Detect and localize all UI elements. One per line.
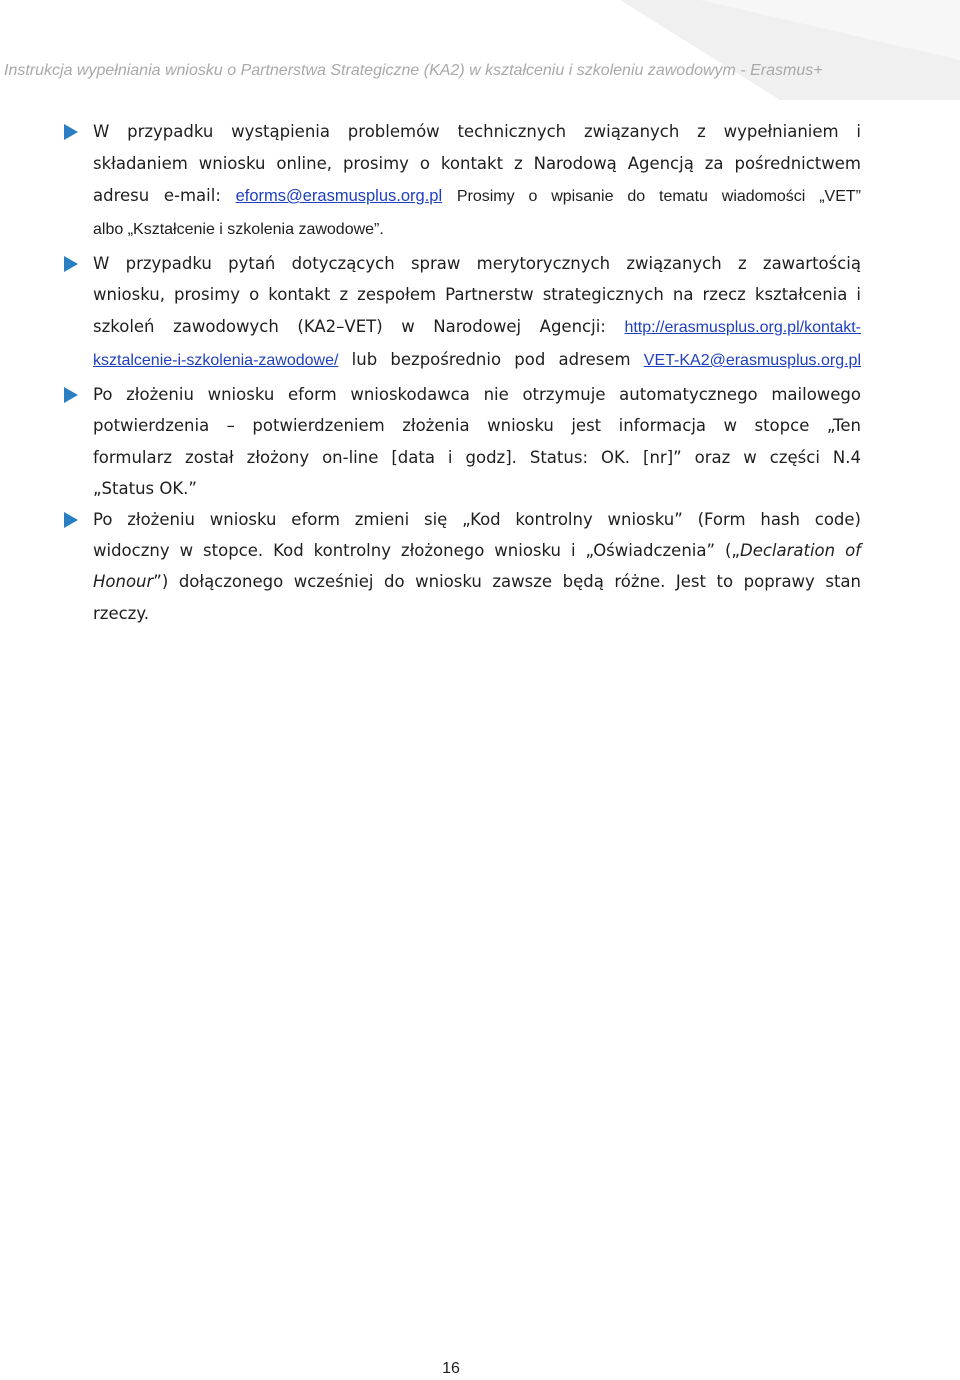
triangle-right-icon (64, 124, 78, 140)
page-header: Instrukcja wypełniania wniosku o Partnerstwa Strategiczne (KA2) w kształceniu i szkoleniu zawodowym - Erasmus+ (4, 62, 823, 79)
vet-email-link[interactable]: VET-KA2@erasmusplus.org.pl (643, 352, 861, 369)
paragraph-line: W przypadku wystąpienia problemów technicznych związanych z wypełnianiem i (93, 122, 861, 141)
declaration-term-end: Honour (93, 572, 154, 591)
subject-instruction: Prosimy o wpisanie do tematu wiadomości „VET” (456, 188, 861, 205)
contact-link-continuation[interactable]: ksztalcenie-i-szkolenia-zawodowe/ (93, 352, 339, 369)
paragraph-line: W przypadku pytań dotyczących spraw merytorycznych związanych z zawartością (93, 254, 861, 273)
contact-link[interactable]: http://erasmusplus.org.pl/kontakt- (624, 319, 861, 336)
paragraph-line: albo „Kształcenie i szkolenia zawodowe”. (93, 221, 384, 238)
triangle-right-icon (64, 256, 78, 272)
email-link[interactable]: eforms@erasmusplus.org.pl (235, 187, 443, 205)
declaration-term: Declaration of (739, 541, 861, 560)
paragraph-line (93, 535, 861, 566)
footer-code-text: widoczny w stopce. Kod kontrolny złożonego wniosku i „Oświadczenia” („ (93, 541, 740, 560)
email-label: adresu e-mail: (93, 186, 221, 205)
paragraph-line: „Status OK.” (93, 479, 197, 498)
paragraph-line: wniosku, prosimy o kontakt z zespołem Partnerstw strategicznych na rzecz kształcenia i (93, 285, 861, 304)
difference-note: ”) dołączonego wcześniej do wniosku zawsze będą różne. Jest to poprawy stan (153, 572, 861, 591)
triangle-right-icon (64, 387, 78, 403)
paragraph-line (93, 566, 861, 597)
paragraph-line (93, 180, 861, 211)
paragraph-line: Po złożeniu wniosku eform wnioskodawca nie otrzymuje automatycznego mailowego (93, 385, 861, 404)
header-decoration (0, 0, 960, 100)
triangle-right-icon (64, 512, 78, 528)
direct-contact-label: lub bezpośrednio pod adresem (351, 350, 631, 369)
page-number: 16 (442, 1360, 460, 1377)
paragraph-line: formularz został złożony on-line [data i godz]. Status: OK. [nr]” oraz w części N.4 (93, 448, 861, 467)
paragraph-line: Po złożeniu wniosku eform zmieni się „Kod kontrolny wniosku” (Form hash code) (93, 510, 861, 529)
paragraph-line: składaniem wniosku online, prosimy o kontakt z Narodową Agencją za pośrednictwem (93, 154, 861, 173)
paragraph-line (93, 311, 861, 342)
agency-label: szkoleń zawodowych (KA2–VET) w Narodowej Agencji: (93, 317, 606, 336)
paragraph-line: rzeczy. (93, 604, 149, 623)
paragraph-line (93, 344, 861, 375)
paragraph-line: potwierdzenia – potwierdzeniem złożenia wniosku jest informacja w stopce „Ten (93, 416, 861, 435)
